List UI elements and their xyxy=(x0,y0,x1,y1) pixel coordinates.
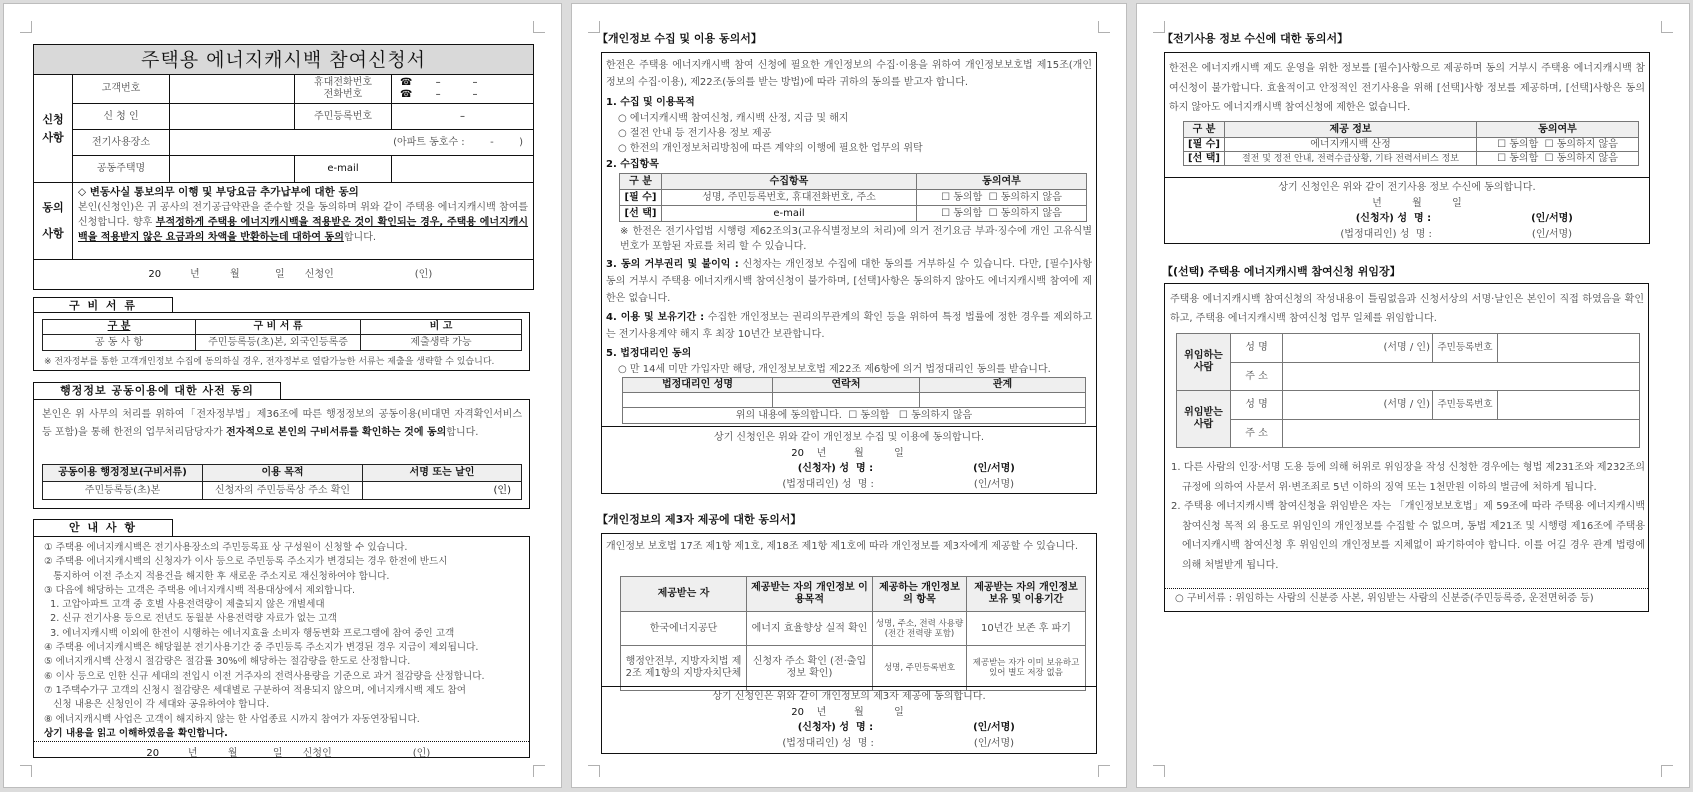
complex-label: 공동주택명 xyxy=(73,156,170,183)
list-item: ④ 주택용 에너지캐시백은 해당월분 전기사용기간 중 주민등록 주소지가 변경된 경우 지급이 제외됩니다. xyxy=(44,642,479,654)
elec-table: 구 분 제공 정보 동의여부 [필 수] 에너지캐시백 산정 ☐ 동의함 ☐ 동의하지 않음 [선 택] 절전 및 정전 안내, 전력수급상황, 기타 전력서비스 정보 ☐ 동의함 ☐ 동의하지 않음 xyxy=(1183,121,1639,166)
resident-no-label: 주민등록번호 xyxy=(295,104,392,130)
consent-checkbox[interactable]: ☐ 동의함 ☐ 동의하지 않음 xyxy=(1477,152,1639,166)
applicant-field[interactable] xyxy=(170,104,295,130)
consent-checkbox[interactable]: 위의 내용에 동의합니다. ☐ 동의함 ☐ 동의하지 않음 xyxy=(623,408,1086,424)
notice-tab: 안 내 사 항 xyxy=(33,519,173,536)
documents-tab: 구 비 서 류 xyxy=(33,297,173,313)
seal-field[interactable]: (인) xyxy=(363,482,522,500)
complex-field[interactable] xyxy=(170,156,295,183)
list-item: ○ 에너지캐시백 참여신청, 캐시백 산정, 지급 및 해지 xyxy=(618,113,849,124)
delegate-label: 위임받는 사람 xyxy=(1177,391,1231,448)
delegator-label: 위임하는 사람 xyxy=(1177,334,1231,391)
list-item: ③ 다음에 해당하는 고객은 주택용 에너지캐시백 적용대상에서 제외합니다. xyxy=(44,584,356,596)
third-party-sign: 상기 신청인은 위와 같이 개인정보의 제3자 제공에 동의합니다. 20 년 월 일 (신청자) 성 명 : (인/서명) (법정대리인) 성 명 : (인/서명) xyxy=(712,691,1015,749)
delegate-address-field[interactable] xyxy=(1283,420,1640,448)
proxy-docs: ○ 구비서류 : 위임하는 사람의 신분증 사본, 위임받는 사람의 신분증(주민등록증, 운전면허증 등) xyxy=(1175,593,1594,604)
list-item: 통지하여 이전 주소지 적용건을 해지한 후 새로운 주소지로 재신청하여야 합니다. xyxy=(44,570,390,582)
telephone-icon: ☎ xyxy=(400,89,413,100)
customer-no-field[interactable] xyxy=(170,75,295,104)
list-item: 3. 에너지캐시백 이외에 한전이 시행하는 에너지효율 소비자 행동변화 프로그램에 참여 중인 고객 xyxy=(44,627,455,639)
list-item: ○ 한전의 개인정보처리방침에 따른 계약의 이행에 필요한 업무의 위탁 xyxy=(618,143,923,154)
page-2 xyxy=(571,3,1127,788)
applicant-label: 신 청 인 xyxy=(73,104,170,130)
proxy-box: 주택용 에너지캐시백 참여신청의 작성내용이 틀림없음과 신청서상의 서명·날인은 본인이 직접 하였음을 확인하고, 주택용 에너지캐시백 참여신청 업무 일체를 위임합니다. 위임하는 사람 성 명 (서명 / 인) 주민등록번호 주 소 위임받는 사람 성 명 (서명 / 인) 주민등록번호 주 소 1. 다른 사람의 인장·서명 도용 등에 의해 허위로 위임장을 작성 신청한 경우에는 형법 제231조와 제232조의 규정에 의하여 사문서 위·변조죄로 5년 이하의 징역 또는 1천만원 이하의 벌금에 처하게 됩니다. 2. 주택용 에너지캐시백 참여신청을 위임받은 자는 「개인정보보호법」제 59조에 따라 주택용 에너지캐시백 참여신청 목적 외 용도로 위임인의 개인정보를 수집할 수 없으며, 동법 제21조 및 시행령 제16조에 주택용 에너지캐시백 참여신청 후 위임인의 개인정보를 지체없이 파기하여야 합니다. 이를 어길 경우 관계 법령에 의해 처벌받게 됩니다. ○ 구비서류 : 위임하는 사람의 신분증 사본, 위임받는 사람의 신분증(주민등록증, 운전면허증 등) xyxy=(1164,283,1649,612)
proxy-table: 위임하는 사람 성 명 (서명 / 인) 주민등록번호 주 소 위임받는 사람 성 명 (서명 / 인) 주민등록번호 주 소 xyxy=(1176,333,1640,448)
elec-box: 한전은 에너지캐시백 제도 운영을 위한 정보를 [필수]사항으로 제공하며 동의 거부시 주택용 에너지캐시백 참여신청이 불가합니다. 효율적이고 안정적인 전기사용을 위해 [선택]사항 정보를 제공하며, [선택]사항은 동의하지 않아도 에너지캐시백 참여신청에 제한은 없습니다. 구 분 제공 정보 동의여부 [필 수] 에너지캐시백 산정 ☐ 동의함 ☐ 동의하지 않음 [선 택] 절전 및 정전 안내, 전력수급상황, 기타 전력서비스 정보 ☐ 동의함 ☐ 동의하지 않음 상기 신청인은 위와 같이 전기사용 정보 수신에 동의합니다. 년 월 일 (신청자) 성 명 : (인/서명) (법정대리인) 성 명 : (인/서명) xyxy=(1164,52,1650,244)
proxy-title: 【(선택) 주택용 에너지캐시백 참여신청 위임장】 xyxy=(1162,265,1401,278)
resident-no-field[interactable]: – xyxy=(392,104,534,130)
documents-table: 구 분 구 비 서 류 비 고 공 동 사 항 주민등록등(초)본, 외국인등록증 제출생략 가능 xyxy=(42,319,522,351)
location-label: 전기사용장소 xyxy=(73,130,170,156)
delegator-name-field[interactable]: (서명 / 인) xyxy=(1283,334,1433,363)
elec-sign: 상기 신청인은 위와 같이 전기사용 정보 수신에 동의합니다. 년 월 일 (신청자) 성 명 : (인/서명) (법정대리인) 성 명 : (인/서명) xyxy=(1278,182,1573,240)
third-party-title: 【개인정보의 제3자 제공에 대한 동의서】 xyxy=(597,513,802,526)
customer-no-label: 고객번호 xyxy=(73,75,170,104)
legal-rep-table: 법정대리인 성명 연락처 관계 위의 내용에 동의합니다. ☐ 동의함 ☐ 동의하지 않음 xyxy=(622,377,1086,424)
list-item: ⑦ 1주택수가구 고객의 신청시 절감량은 세대별로 구분하여 적용되지 않으며, 에너지캐시백 제도 참여 xyxy=(44,684,467,696)
list-item: 1. 고압아파트 고객 중 호별 사용전력량이 제출되지 않은 개별세대 xyxy=(44,599,325,611)
list-item: ⑥ 이사 등으로 인한 신규 세대의 전입시 이전 거주자의 전력사용량을 기준으로 과거 절감량을 산정합니다. xyxy=(44,670,485,682)
documents-box xyxy=(33,312,530,371)
collect-box: 한전은 주택용 에너지캐시백 참여 신청에 필요한 개인정보의 수집·이용을 위하여 개인정보보호법 제15조(개인정보의 수집·이용), 제22조(동의를 받는 방법)에 따라 귀하의 동의를 받고자 합니다. 1. 수집 및 이용목적 ○ 에너지캐시백 참여신청, 캐시백 산정, 지급 및 해지 ○ 절전 안내 등 전기사용 정보 제공 ○ 한전의 개인정보처리방침에 따른 계약의 이행에 필요한 업무의 위탁 2. 수집항목 구 분 수집항목 동의여부 [필 수] 성명, 주민등록번호, 휴대전화번호, 주소 ☐ 동의함 ☐ 동의하지 않음 [선 택] e-mail ☐ 동의함 ☐ 동의하지 않음 ※ 한전은 전기사업법 시행령 제62조의3(고유식별정보의 처리)에 의거 전기요금 부과·징수에 개인 고유식별번호가 포함된 자료를 처리 할 수 있습니다. 3. 동의 거부권리 및 불이익 : 신청자는 개인정보 수집에 대한 동의를 거부하실 수 있습니다. 다만, [필수]사항 동의 거부시 주택용 에너지캐시백 참여신청이 불가하며, [선택]사항은 동의하지 않아도 에너지캐시백 참여에 제한은 없습니다. 4. 이용 및 보유기간 : 수집한 개인정보는 권리의무관계의 확인 등을 위하여 특정 법률에 정한 경우를 제외하고는 전기사용계약 해지 후 최장 10년간 보관합니다. 5. 법정대리인 동의 ○ 만 14세 미만 가입자만 해당, 개인정보보호법 제22조 제6항에 의거 법정대리인 동의를 받습니다. 법정대리인 성명 연락처 관계 위의 내용에 동의합니다. ☐ 동의함 ☐ 동의하지 않음 상기 신청인은 위와 같이 개인정보 수집 및 이용에 동의합니다. 20 년 월 일 (신청자) 성 명 : (인/서명) (법정대리인) 성 명 : (인/서명) xyxy=(601,52,1097,494)
email-label: e-mail xyxy=(295,156,392,183)
list-item: 2. 신규 전기사용 등으로 전년도 동월분 사용전력량 자료가 없는 고객 xyxy=(44,613,337,625)
third-party-table: 제공받는 자 제공받는 자의 개인정보 이용목적 제공하는 개인정보의 항목 제공받는 자의 개인정보 보유 및 이용기간 한국에너지공단 에너지 효율향상 실적 확인 성명, 주소, 전력 사용량 (전간 전력량 포함) 10년간 보존 후 파기 행정안전부, 지방자치법 제2조 제1항의 지방자치단체 신청자 주소 확인 (전·출입정보 확인) 성명, 주민등록번호 제공받는 자가 이미 보유하고 있어 별도 저장 없음 xyxy=(620,576,1086,691)
list-item: 1. 다른 사람의 인장·서명 도용 등에 의해 허위로 위임장을 작성 신청한 경우에는 형법 제231조와 제232조의 규정에 의하여 사문서 위·변조죄로 5년 이하의 징역 또는 1천만원 이하의 벌금에 처하게 됩니다. xyxy=(1171,462,1645,493)
list-item: ⑧ 에너지캐시백 사업은 고객이 해지하지 않는 한 사업종료 시까지 참여가 자동연장됩니다. xyxy=(44,713,420,725)
admin-tab: 행정정보 공동이용에 대한 사전 동의 xyxy=(33,382,281,399)
delegator-resident-field[interactable] xyxy=(1498,334,1640,363)
list-item: ○ 절전 안내 등 전기사용 정보 제공 xyxy=(618,128,772,139)
consent-section-label: 동의 사항 xyxy=(34,183,73,260)
date-line: 20 년 월 일 신청인 (인) xyxy=(34,260,534,290)
dotted-divider xyxy=(34,741,529,742)
consent-checkbox[interactable]: ☐ 동의함 ☐ 동의하지 않음 xyxy=(1477,138,1639,152)
list-item: 신청 내용은 신청인이 각 세대와 공유하여야 합니다. xyxy=(44,699,270,711)
page-3 xyxy=(1136,3,1690,788)
notice-list xyxy=(44,541,524,741)
collect-items-table: 구 분 수집항목 동의여부 [필 수] 성명, 주민등록번호, 휴대전화번호, 주소 ☐ 동의함 ☐ 동의하지 않음 [선 택] e-mail ☐ 동의함 ☐ 동의하지 않음 xyxy=(619,173,1087,222)
phone-field[interactable]: ☎ – – ☎ – – xyxy=(392,75,534,104)
email-field[interactable] xyxy=(392,156,534,183)
form-title: 주택용 에너지캐시백 참여신청서 xyxy=(34,45,534,75)
telephone-icon: ☎ xyxy=(400,77,413,88)
location-field[interactable]: (아파트 동호수 : - ) xyxy=(170,130,534,156)
consent-checkbox[interactable]: ☐ 동의함 ☐ 동의하지 않음 xyxy=(917,190,1087,206)
consent-text: ◇ 변동사실 통보의무 이행 및 부당요금 추가납부에 대한 동의 본인(신청인)은 귀 공사의 전기공급약관을 준수할 것을 동의하며 위와 같이 주택용 에너지캐시백 참여를 신청합니다. 향후 부적정하게 주택용 에너지캐시백을 적용받은 것이 확인되는 경우, 주택용 에너지캐시백을 적용받지 않은 요금과의 차액을 반환하는데 대하여 동의합니다. xyxy=(73,183,534,260)
collect-sign: 상기 신청인은 위와 같이 개인정보 수집 및 이용에 동의합니다. 20 년 월 일 (신청자) 성 명 : (인/서명) (법정대리인) 성 명 : (인/서명) xyxy=(713,432,1015,490)
third-party-box: 개인정보 보호법 17조 제1항 제1호, 제18조 제1항 제1호에 따라 개인정보를 제3자에게 제공할 수 있습니다. 제공받는 자 제공받는 자의 개인정보 이용목적 제공하는 개인정보의 항목 제공받는 자의 개인정보 보유 및 이용기간 한국에너지공단 에너지 효율향상 실적 확인 성명, 주소, 전력 사용량 (전간 전력량 포함) 10년간 보존 후 파기 행정안전부, 지방자치법 제2조 제1항의 지방자치단체 신청자 주소 확인 (전·출입정보 확인) 성명, 주민등록번호 제공받는 자가 이미 보유하고 있어 별도 저장 없음 상기 신청인은 위와 같이 개인정보의 제3자 제공에 동의합니다. 20 년 월 일 (신청자) 성 명 : (인/서명) (법정대리인) 성 명 : (인/서명) xyxy=(601,533,1097,754)
application-section-label: 신청 사항 xyxy=(34,75,73,183)
documents-note: ※ 전자정부를 통한 고객개인정보 수집에 동의하실 경우, 전자정부로 열람가능한 서류는 제출을 생략할 수 있습니다. xyxy=(44,357,495,367)
list-item: ① 주택용 에너지캐시백은 전기사용장소의 주민등록표 상 구성원이 신청할 수 있습니다. xyxy=(44,542,408,553)
admin-box xyxy=(33,399,530,509)
notice-box xyxy=(33,536,530,758)
admin-text: 본인은 위 사무의 처리를 위하여「전자정부법」제36조에 따른 행정정보의 공동이용(비대면 자격확인서비스 등 포함)을 통해 한전의 업무처리담당자가 전자적으로 본인의 구비서류를 확인하는 것에 동의합니다. xyxy=(42,409,522,438)
admin-table: 공동이용 행정정보(구비서류) 이용 목적 서명 또는 날인 주민등록등(초)본 신청자의 주민등록상 주소 확인 (인) xyxy=(42,464,522,500)
delegate-name-field[interactable]: (서명 / 인) xyxy=(1283,391,1433,420)
list-item: ② 주택용 에너지캐시백의 신청자가 이사 등으로 주민등록 주소지가 변경되는 경우 한전에 반드시 xyxy=(44,556,448,568)
notice-confirm: 상기 내용을 읽고 이해하였음을 확인합니다. xyxy=(44,727,228,739)
consent-checkbox[interactable]: ☐ 동의함 ☐ 동의하지 않음 xyxy=(917,206,1087,222)
list-item: ⑤ 에너지캐시백 산정시 절감량은 절감률 30%에 해당하는 절감량을 한도로 산정합니다. xyxy=(44,656,411,668)
list-item: 2. 주택용 에너지캐시백 참여신청을 위임받은 자는 「개인정보보호법」제 59조에 따라 주택용 에너지캐시백 참여신청 목적 외 용도로 위임인의 개인정보를 수집할 수 없으며, 동법 제21조 및 시행령 제16조에 주택용 에너지캐시백 참여신청 후 위임인의 개인정보를 지체없이 파기하여야 합니다. 이를 어길 경우 관계 법령에 의해 처벌받게 됩니다. xyxy=(1171,501,1645,571)
application-form xyxy=(33,44,534,290)
phone-labels: 휴대전화번호 전화번호 xyxy=(295,75,392,104)
date-line: 20 년 월 일 신청인 (인) xyxy=(146,748,431,759)
delegator-address-field[interactable] xyxy=(1283,363,1640,391)
elec-title: 【전기사용 정보 수신에 대한 동의서】 xyxy=(1162,32,1349,45)
collect-title: 【개인정보 수집 및 이용 동의서】 xyxy=(597,32,762,45)
delegate-resident-field[interactable] xyxy=(1498,391,1640,420)
page-1 xyxy=(3,3,562,788)
